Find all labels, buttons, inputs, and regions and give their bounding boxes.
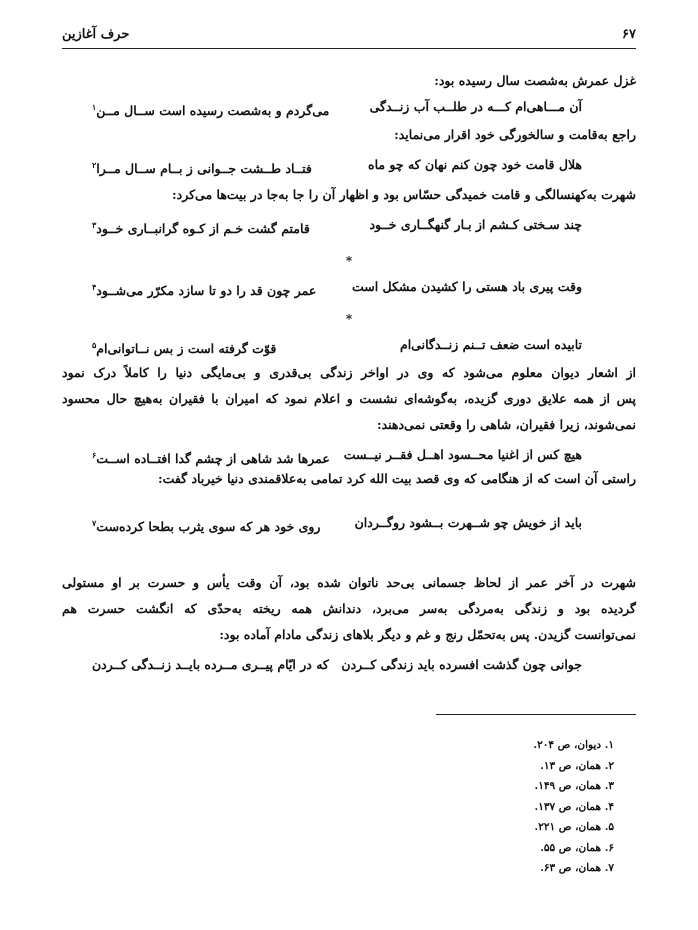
- first-hemistich: باید از خویش چو شــهرت بــشود روگــردان: [354, 515, 582, 530]
- verse-separator: *: [345, 312, 353, 326]
- verse-separator: *: [345, 254, 353, 268]
- first-hemistich: تابیده است ضعف تــنم زنــدگانی‌ام: [399, 337, 582, 352]
- verse-line: [92, 278, 582, 300]
- prose-line: گردیده بود و زندگی به‌مردگی به‌سر می‌برد، دندانش همه ریخته به‌حدّی که انگشت حسرت هم: [62, 601, 636, 616]
- second-hemistich: [92, 514, 320, 536]
- prose-line: نمی‌شوند، زیرا فقیران، شاهی را وقعتی نمی‌دهند:: [376, 417, 636, 432]
- first-hemistich: آن مـــاهی‌ام کـــه در طلــب آب زنــدگی: [369, 99, 582, 114]
- footnote: ۱. دیوان، ص ۲۰۴.: [533, 739, 614, 751]
- verse-line: [92, 446, 582, 468]
- second-hemistich: [92, 446, 330, 468]
- running-title: حرف آغازین: [62, 26, 130, 42]
- prose-line: غزل عمرش به‌شصت سال رسیده بود:: [434, 73, 636, 88]
- first-hemistich: وقت پیری باد هستی را کشیدن مشکل است: [351, 279, 582, 294]
- hemistich-text: قوّت گرفته است ز بس نــاتوانی‌ام: [96, 341, 277, 357]
- hemistich-text: عمر چون قد را دو تا سازد مکرّر می‌شــود: [96, 283, 317, 299]
- verse-line: [92, 156, 582, 178]
- verse-line: [92, 514, 582, 536]
- footnote: ۲. همان، ص ۱۳.: [540, 759, 614, 772]
- first-hemistich: هلال قامت خود چون کنم نهان که چو ماه: [368, 157, 582, 172]
- hemistich-text: روی خود هر که سوی یثرب بطحا کرده‌ست: [96, 519, 321, 535]
- footnote-reference[interactable]: ۷: [92, 518, 97, 528]
- second-hemistich: [92, 216, 310, 238]
- footnote: ۳. همان، ص ۱۴۹.: [534, 780, 614, 792]
- first-hemistich: هیچ کس از اغنیا محــسود اهــل فقــر نیــست: [343, 447, 582, 462]
- page-header: [62, 22, 636, 46]
- footnote: ۶. همان، ص ۵۵.: [540, 841, 614, 854]
- footnote: ۴. همان، ص ۱۳۷.: [534, 800, 614, 813]
- page-number: ۶۷: [622, 26, 636, 42]
- verse-line: [92, 98, 582, 120]
- header-rule: [62, 48, 636, 49]
- second-hemistich: [92, 278, 316, 300]
- prose-line: نمی‌توانست گزیدن. پس به‌تحمّل رنج و غم و دیگر بلاهای زندگی مادام آماده بود:: [219, 627, 636, 642]
- footnote-reference[interactable]: ۱: [92, 102, 97, 112]
- footnote: ۵. همان، ص ۲۲۱.: [534, 821, 614, 833]
- prose-line: شهرت به‌کهنسالگی و قامت خمیدگی حسّاس بود و اظهار آن را جا به‌جا در بیت‌ها می‌کرد:: [172, 187, 636, 202]
- second-hemistich: [92, 156, 312, 178]
- second-hemistich: [92, 656, 329, 674]
- first-hemistich: جوانی چون گذشت افسرده باید زندگی کــردن: [341, 657, 582, 672]
- footnote-reference[interactable]: ۵: [92, 340, 97, 350]
- prose-line: شهرت در آخر عمر از لحاظ جسمانی بی‌حد ناتوان شده بود، آن وقت یأس و حسرت بر او مستولی: [62, 575, 636, 590]
- verse-line: [92, 216, 582, 238]
- second-hemistich: [92, 98, 329, 120]
- verse-line: [92, 336, 582, 358]
- hemistich-text: فتــاد طــشت جــوانی ز بــام ســال مــرا: [96, 161, 312, 177]
- footnote-reference[interactable]: ۳: [92, 220, 97, 230]
- footnote-reference[interactable]: ۶: [92, 450, 97, 460]
- prose-line: از اشعار دیوان معلوم می‌شود که وی در اواخر زندگی بی‌قدری و بی‌مایگی دنیا را کاملاً درک نمود: [62, 365, 636, 380]
- hemistich-text: قامتم گشت خـم از کـوه گرانبــاری خــود: [96, 221, 310, 237]
- second-hemistich: [92, 336, 276, 358]
- footnote: ۷. همان، ص ۶۳.: [540, 862, 614, 874]
- hemistich-text: می‌گردم و به‌شصت رسیده است ســال مــن: [96, 103, 330, 119]
- prose-line: پس از همه علایق دوری گزیده، به‌گوشه‌ای نشست و اعلام نمود که امیران با فقیران به‌هیچ حال محسود: [62, 391, 636, 406]
- footnote-rule: [436, 714, 636, 715]
- hemistich-text: که در ایّام پیــری مــرده بایــد زنــدگی کــردن: [92, 657, 329, 672]
- footnote-reference[interactable]: ۴: [92, 282, 97, 292]
- verse-line: [92, 656, 582, 674]
- prose-line: راستی آن است که از هنگامی که وی قصد بیت الله کرد تمامی به‌علاقمندی دنیا خیرباد گفت:: [157, 471, 636, 486]
- hemistich-text: عمرها شد شاهی از چشم گدا افتــاده اســت: [96, 451, 330, 467]
- footnote-reference[interactable]: ۲: [92, 160, 97, 170]
- first-hemistich: چند سـختی کـشم از بـار گنهگــاری خــود: [369, 217, 582, 232]
- prose-line: راجع به‌قامت و سالخورگی خود اقرار می‌نماید:: [394, 127, 636, 142]
